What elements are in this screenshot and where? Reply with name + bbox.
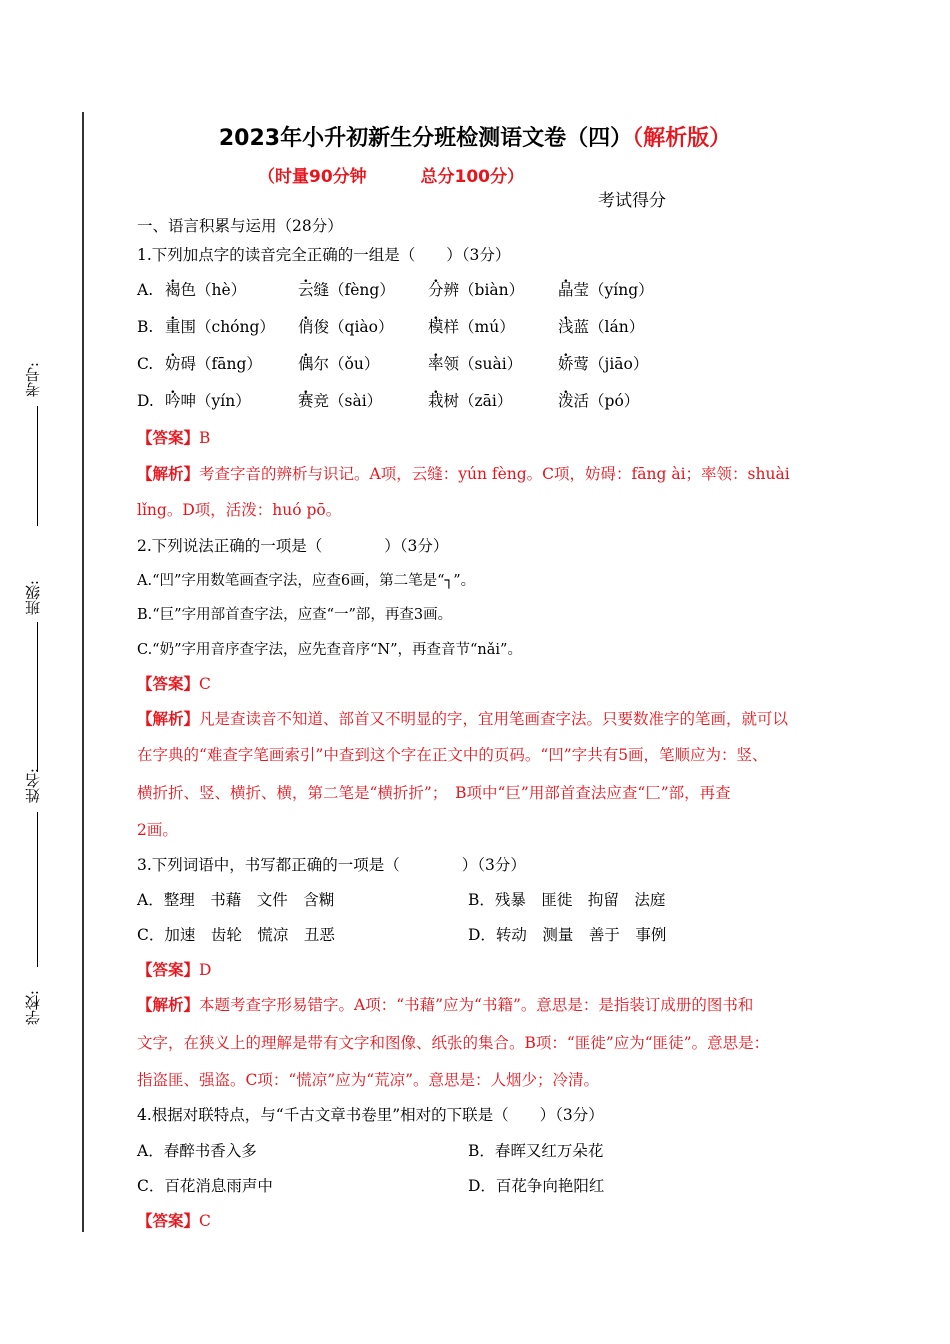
q1-option-item: [428, 317, 515, 337]
page-title: [0, 121, 950, 152]
q3-analysis-line3: 指盗匪、强盗。C项：“慌凉”应为“荒凉”。意思是：人烟少；冷清。: [137, 1071, 600, 1089]
q1-analysis-line2: lǐng。D项，活泼：huó pō。: [137, 501, 342, 519]
q3-answer: [137, 960, 211, 980]
xingming-underline: [37, 812, 38, 967]
dotted-char: 浅: [558, 318, 574, 336]
q1-option-item: [558, 280, 654, 300]
analysis-tag: 【解析】: [137, 709, 200, 728]
q3-analysis-line1: [137, 995, 753, 1015]
answer-value: B: [199, 429, 211, 447]
option-text: 辨（biàn）: [443, 281, 525, 299]
analysis-tag: 【解析】: [137, 464, 200, 483]
option-text: 活（pó）: [573, 392, 640, 410]
q2-option-c: C.“奶”字用音序查字法，应先查音序“N”，再查音节“nǎi”。: [137, 642, 522, 658]
dotted-char: 率: [428, 355, 444, 373]
analysis-tag: 【解析】: [137, 995, 200, 1014]
q2-analysis-line1: [137, 709, 788, 729]
q3-analysis-line2: 文字，在狭义上的理解是带有文字和图像、纸张的集合。B项：“匪徙”应为“匪徒”。意思是：: [137, 1034, 770, 1052]
dotted-char: 偶: [298, 355, 314, 373]
dotted-char: 模: [428, 318, 444, 336]
q2-analysis-line2: 在字典的“难查字笔画索引”中查到这个字在正文中的页码。“凹”字共有5画，笔顺应为：竖、: [137, 746, 768, 764]
answer-tag: 【答案】: [137, 1211, 200, 1230]
option-text: 样（mú）: [443, 318, 515, 336]
option-text: 领（suài）: [443, 355, 523, 373]
option-text: 莹（yíng）: [573, 281, 654, 299]
kaohao-label: 考号:: [24, 362, 42, 398]
option-text: 尔（ǒu）: [313, 355, 380, 373]
q1-option-item: [558, 391, 639, 411]
q3-option-b: B．残暴 匪徙 拘留 法庭: [468, 891, 666, 909]
q2-option-b: B.“巨”字用部首查字法，应查“一”部，再查3画。: [137, 607, 453, 623]
q1-option-item: [558, 317, 644, 337]
dotted-char: 俏: [298, 318, 314, 336]
answer-tag: 【答案】: [137, 674, 200, 693]
q1-stem: 1.下列加点字的读音完全正确的一组是（ ）（3分）: [137, 246, 511, 264]
q4-option-c: C．百花消息雨声中: [137, 1177, 273, 1195]
q3-stem: 3.下列词语中，书写都正确的一项是（ ）（3分）: [137, 856, 526, 874]
q1-option-item: [298, 391, 382, 411]
score-label: 考试得分: [598, 191, 666, 211]
option-text: 莺（jiāo）: [573, 355, 649, 373]
answer-value: C: [199, 1212, 211, 1230]
dotted-char: 分: [428, 281, 444, 299]
q1-option-item: [165, 354, 262, 374]
answer-tag: 【答案】: [137, 960, 200, 979]
dotted-char: 晶: [558, 281, 574, 299]
banji-label: 班级:: [24, 580, 42, 616]
q4-option-b: B．春晖又红万朵花: [468, 1142, 604, 1160]
q4-option-d: D．百花争向艳阳红: [468, 1177, 605, 1195]
dotted-char: 泼: [558, 392, 574, 410]
q2-analysis-line4: 2画。: [137, 821, 178, 839]
option-text: 碍（fāng）: [180, 355, 262, 373]
q1-analysis-line1: [137, 464, 790, 484]
subtitle-total: 总分100分）: [420, 167, 525, 187]
q3-option-d: D．转动 测量 善于 事例: [468, 926, 667, 944]
q1-option-label: D.: [137, 392, 154, 410]
option-text: 缝（fèng）: [313, 281, 395, 299]
q1-option-item: [165, 391, 251, 411]
analysis-text: 考查字音的辨析与识记。A项，云缝：yún fèng。C项，妨碍：fāng ài；率领：shuài: [199, 465, 790, 483]
q1-answer: [137, 428, 210, 448]
dotted-char: 妨: [165, 355, 181, 373]
q4-stem: 4.根据对联特点，与“千古文章书卷里”相对的下联是（ ）（3分）: [137, 1106, 604, 1124]
q1-option-item: [298, 317, 393, 337]
q1-option-item: [165, 280, 246, 300]
q3-option-c: C．加速 齿轮 慌凉 丑恶: [137, 926, 335, 944]
q1-option-item: [558, 354, 648, 374]
option-text: 蓝（lán）: [573, 318, 645, 336]
binding-line: [82, 112, 84, 1232]
analysis-text: 本题考查字形易错字。A项：“书藉”应为“书籍”。意思是：是指装订成册的图书和: [199, 996, 754, 1014]
q1-option-item: [165, 317, 275, 337]
q3-option-a: A．整理 书藉 文件 含糊: [137, 891, 335, 909]
dotted-char: 吟: [165, 392, 181, 410]
dotted-char: 褐: [165, 281, 181, 299]
q4-answer: [137, 1211, 211, 1231]
title-main: 2023年小升初新生分班检测语文卷（四）: [218, 126, 633, 151]
answer-tag: 【答案】: [137, 428, 200, 447]
q1-option-item: [428, 391, 512, 411]
title-red: （解析版）: [632, 126, 732, 151]
q1-option-label: C.: [137, 355, 154, 373]
answer-value: C: [199, 675, 211, 693]
subtitle-time: （时量90分钟: [258, 167, 367, 187]
q1-option-item: [428, 354, 522, 374]
section-heading: 一、语言积累与运用（28分）: [137, 217, 343, 235]
option-text: 呻（yín）: [180, 392, 251, 410]
kaohao-underline: [37, 406, 38, 526]
q2-stem: 2.下列说法正确的一项是（ ）（3分）: [137, 537, 449, 555]
banji-underline: [37, 622, 38, 772]
dotted-char: 赛: [298, 392, 314, 410]
option-text: 竞（sài）: [313, 392, 383, 410]
analysis-text: 凡是查读音不知道、部首又不明显的字，宜用笔画查字法。只要数准字的笔画，就可以: [199, 710, 789, 728]
q4-option-a: A．春醉书香入多: [137, 1142, 257, 1160]
dotted-char: 娇: [558, 355, 574, 373]
dotted-char: 重: [165, 318, 181, 336]
q1-option-item: [298, 354, 379, 374]
subtitle: [258, 162, 524, 187]
option-text: 树（zāi）: [443, 392, 513, 410]
xuexiao-label: 学校:: [24, 990, 42, 1026]
option-text: 俊（qiào）: [313, 318, 394, 336]
dotted-char: 栽: [428, 392, 444, 410]
answer-value: D: [199, 961, 212, 979]
q1-option-label: A.: [137, 281, 154, 299]
q1-option-item: [428, 280, 524, 300]
q2-analysis-line3: 横折折、竖、横折、横，第二笔是“横折折”； B项中“巨”用部首查法应查“匚”部，再查: [137, 784, 731, 802]
dotted-char: 云: [298, 281, 314, 299]
q1-option-item: [298, 280, 395, 300]
q1-option-label: B.: [137, 318, 154, 336]
q2-answer: [137, 674, 211, 694]
q2-option-a: A.“凹”字用数笔画查字法，应查6画，第二笔是“┐”。: [137, 573, 476, 589]
option-text: 围（chóng）: [180, 318, 275, 336]
xingming-label: 姓名:: [24, 768, 42, 804]
option-text: 色（hè）: [180, 281, 247, 299]
